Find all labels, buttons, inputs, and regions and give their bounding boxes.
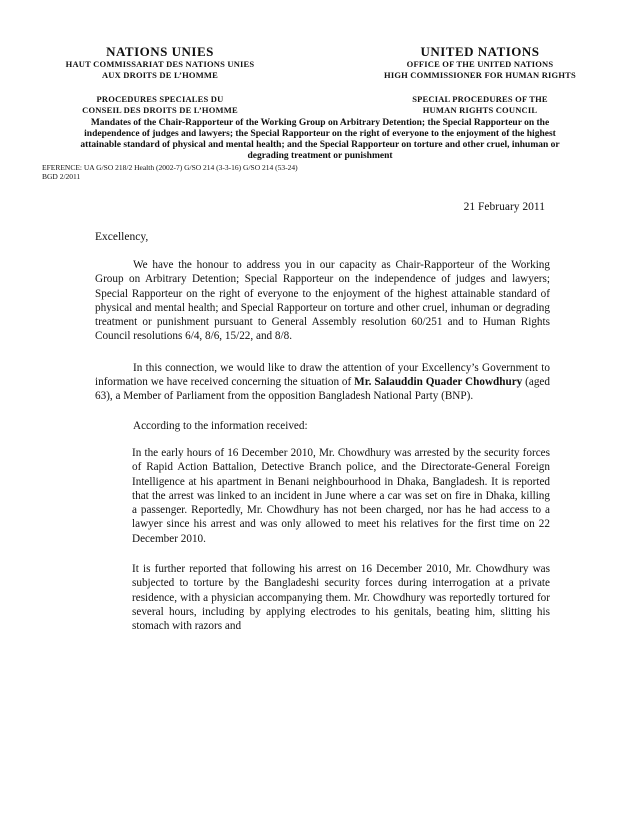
procedures-row	[0, 94, 640, 116]
case-number: BGD 2/2011	[42, 172, 81, 181]
reference-number: EFERENCE: UA G/SO 218/2 Health (2002-7) G/SO 214 (3-3-16) G/SO 214 (53-24)	[42, 163, 298, 172]
paragraph-subject	[95, 361, 550, 404]
org-subtitle-english-1: OFFICE OF THE UNITED NATIONS	[406, 59, 554, 69]
procedures-french	[0, 94, 320, 116]
org-title-english: UNITED NATIONS	[420, 44, 540, 59]
procedures-english	[320, 94, 640, 116]
salutation: Excellency,	[95, 231, 149, 243]
org-subtitle-french-2: AUX DROITS DE L’HOMME	[101, 70, 219, 80]
procedures-french-line-1: PROCEDURES SPECIALES DU	[96, 94, 224, 104]
letterhead-english	[320, 44, 640, 81]
subject-name: Mr. Salauddin Quader Chowdhury	[354, 376, 523, 389]
reference-block	[42, 163, 640, 181]
quote-paragraph-torture: It is further reported that following his arrest on 16 December 2010, Mr. Chowdhury was subjected to torture by the Bangladeshi security forces during interrogation at a private residence, with a physician accompanying them. Mr. Chowdhury was reportedly tortured for several hours, including by applying electrodes to his genitals, beating him, slitting his stomach with razors and	[132, 563, 550, 633]
mandates-statement: Mandates of the Chair-Rapporteur of the Working Group on Arbitrary Detention; the Special Rapporteur on the independence of judges and lawyers; the Special Rapporteur on the right of everyone to the enjoyment of the highest attainable standard of physical and mental health; and the Special Rapporteur on torture and other cruel, inhuman or degrading treatment or punishment	[80, 118, 560, 161]
letter-date: 21 February 2011	[463, 201, 545, 213]
org-subtitle-french-1: HAUT COMMISSARIAT DES NATIONS UNIES	[65, 59, 255, 69]
org-subtitle-english-2: HIGH COMMISSIONER FOR HUMAN RIGHTS	[384, 70, 576, 80]
paragraph-subject-text-1: In this connection, we would like to draw the attention of your Excellency’s Government to information we have received concerning the situation of	[95, 361, 550, 389]
letterhead-french	[0, 44, 320, 81]
procedures-french-line-2: CONSEIL DES DROITS DE L’HOMME	[82, 105, 238, 115]
procedures-english-line-1: SPECIAL PROCEDURES OF THE	[412, 94, 548, 104]
procedures-english-line-2: HUMAN RIGHTS COUNCIL	[422, 105, 538, 115]
quote-paragraph-arrest: In the early hours of 16 December 2010, Mr. Chowdhury was arrested by the security forces of Rapid Action Battalion, Detective Branch police, and the Directorate-General Foreign Intelligence at his apartment in Benani neighbourhood in Dhaka, Bangladesh. It is reported that the arrest was linked to an incident in June where a car was set on fire in Dhaka, killing a passenger. Reportedly, Mr. Chowdhury has not been charged, nor has he had access to a lawyer since his arrest and was only allowed to meet his relatives for the first time on 22 December 2010.	[132, 446, 550, 545]
paragraph-according: According to the information received:	[133, 419, 308, 432]
paragraph-subject-text-2: (aged 63), a Member of Parliament from the opposition Bangladesh National Party (BNP).	[95, 376, 550, 403]
letterhead	[0, 44, 640, 81]
paragraph-capacity: We have the honour to address you in our capacity as Chair-Rapporteur of the Working Group on Arbitrary Detention; Special Rapporteur on the independence of judges and lawyers; Special Rapporteur on the right of everyone to the enjoyment of the highest attainable standard of physical and mental health; and Special Rapporteur on torture and other cruel, inhuman or degrading treatment or punishment pursuant to General Assembly resolution 60/251 and to Human Rights Council resolutions 6/4, 8/6, 15/22, and 8/8.	[95, 259, 550, 343]
org-title-french: NATIONS UNIES	[106, 44, 214, 59]
